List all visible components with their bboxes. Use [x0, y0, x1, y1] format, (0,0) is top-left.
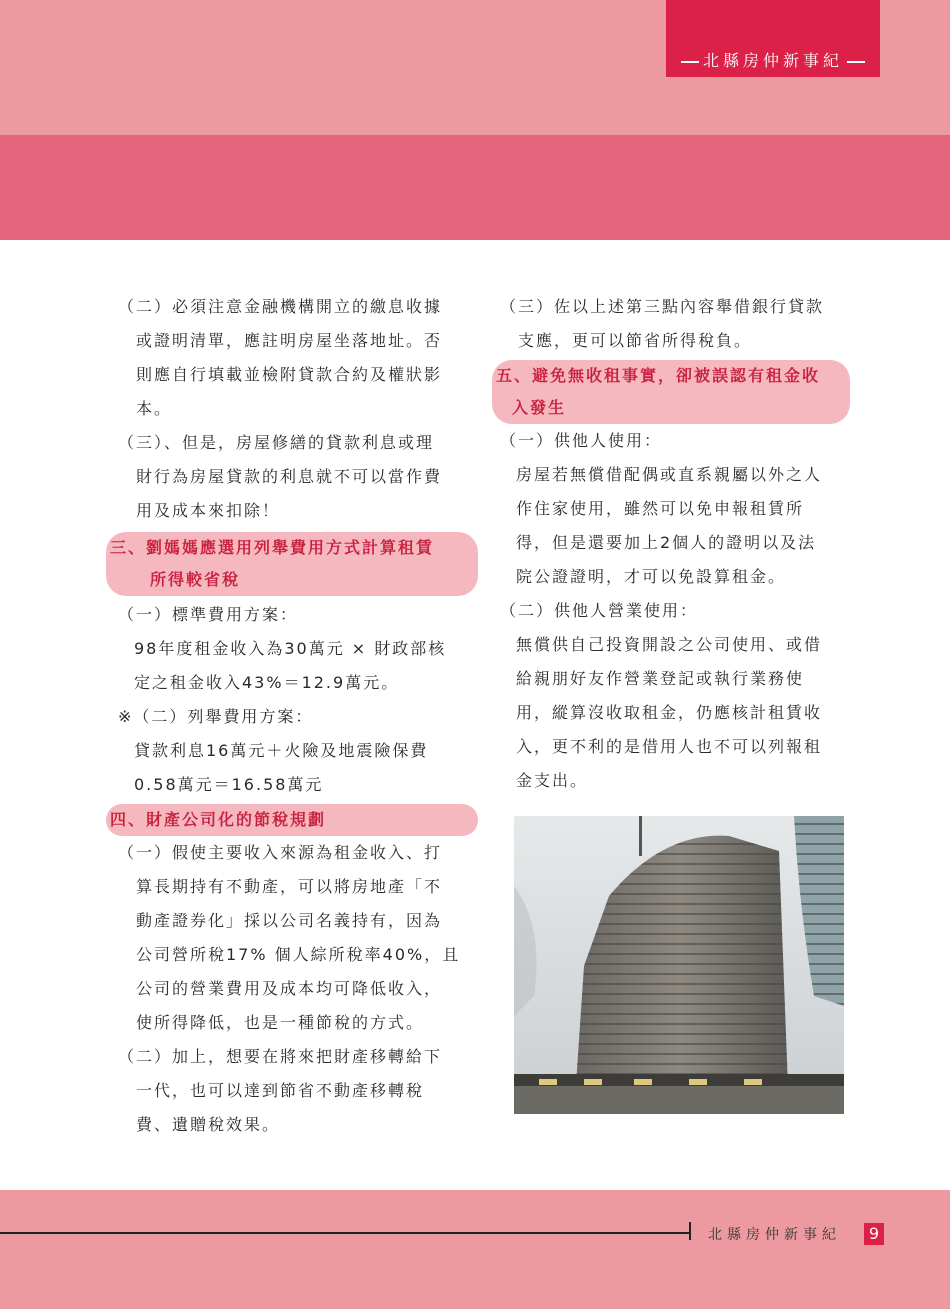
text-line: （三）、但是，房屋修繕的貸款利息或理 — [118, 433, 435, 452]
section-heading-4 — [106, 804, 478, 836]
heading-line: 所得較省稅 — [150, 570, 241, 589]
heading-line: 三、劉媽媽應選用列舉費用方式計算租賃 — [110, 538, 435, 557]
text-line: （二）加上，想要在將來把財產移轉給下 — [118, 1047, 443, 1066]
text-line: （二）必須注意金融機構開立的繳息收據 — [118, 297, 443, 316]
text-line: 院公證證明，才可以免設算租金。 — [516, 567, 787, 586]
text-line: （一）供他人使用： — [500, 431, 663, 450]
text-line: 或證明清單，應註明房屋坐落地址。否 — [136, 331, 443, 350]
footer-rule — [0, 1232, 690, 1234]
page-number: 9 — [864, 1223, 884, 1245]
left-column — [110, 290, 478, 1142]
text-line: 本。 — [136, 399, 173, 418]
text-line: 作住家使用，雖然可以免申報租賃所 — [516, 499, 805, 518]
text-line: ※（二）列舉費用方案： — [118, 707, 314, 726]
text-line: 貸款利息16萬元＋火險及地震險保費 — [134, 741, 429, 760]
text-line: 無償供自己投資開設之公司使用、或借 — [516, 635, 823, 654]
footer-tick — [689, 1222, 691, 1240]
text-line: 支應，更可以節省所得稅負。 — [518, 331, 753, 350]
text-line: 則應自行填載並檢附貸款合約及權狀影 — [136, 365, 443, 384]
text-line: 算長期持有不動產，可以將房地產「不 — [136, 877, 443, 896]
text-line: （一）標準費用方案： — [118, 605, 299, 624]
text-line: 98年度租金收入為30萬元 × 財政部核 — [134, 639, 447, 658]
text-line: 房屋若無償借配偶或直系親屬以外之人 — [516, 465, 823, 484]
text-line: 費、遺贈稅效果。 — [136, 1115, 281, 1134]
text-line: 給親朋好友作營業登記或執行業務使 — [516, 669, 805, 688]
text-line: （一）假使主要收入來源為租金收入、打 — [118, 843, 443, 862]
text-line: （二）供他人營業使用： — [500, 601, 699, 620]
text-line: 使所得降低，也是一種節稅的方式。 — [136, 1013, 425, 1032]
text-line: 動產證券化」採以公司名義持有，因為 — [136, 911, 443, 930]
footer-title: 北縣房仲新事紀 — [708, 1227, 841, 1243]
text-line: 定之租金收入43%＝12.9萬元。 — [134, 673, 400, 692]
section-heading-3 — [106, 532, 478, 596]
text-line: 公司的營業費用及成本均可降低收入， — [136, 979, 443, 998]
text-line: 用及成本來扣除！ — [136, 501, 281, 520]
heading-line: 四、財產公司化的節稅規劃 — [110, 810, 327, 829]
text-line: 入，更不利的是借用人也不可以列報租 — [516, 737, 823, 756]
text-line: 得，但是還要加上2個人的證明以及法 — [516, 533, 817, 552]
text-line: 金支出。 — [516, 771, 589, 790]
right-column — [496, 290, 850, 798]
text-line: 公司營所稅17% 個人綜所稅率40%，且 — [136, 945, 461, 964]
header-title: 北縣房仲新事紀 — [666, 48, 880, 71]
text-line: 0.58萬元＝16.58萬元 — [134, 775, 324, 794]
text-line: 財行為房屋貸款的利息就不可以當作費 — [136, 467, 443, 486]
building-illustration — [514, 816, 844, 1114]
mid-band — [0, 135, 950, 240]
text-line: 一代，也可以達到節省不動產移轉稅 — [136, 1081, 425, 1100]
heading-line: 入發生 — [512, 398, 567, 417]
text-line: （三）佐以上述第三點內容舉借銀行貸款 — [500, 297, 825, 316]
bottom-band — [0, 1190, 950, 1309]
building-photo — [514, 816, 844, 1114]
section-heading-5 — [492, 360, 850, 424]
text-line: 用，縱算沒收取租金，仍應核計租賃收 — [516, 703, 823, 722]
header-tab — [666, 0, 880, 77]
heading-line: 五、避免無收租事實，卻被誤認有租金收 — [496, 366, 821, 385]
